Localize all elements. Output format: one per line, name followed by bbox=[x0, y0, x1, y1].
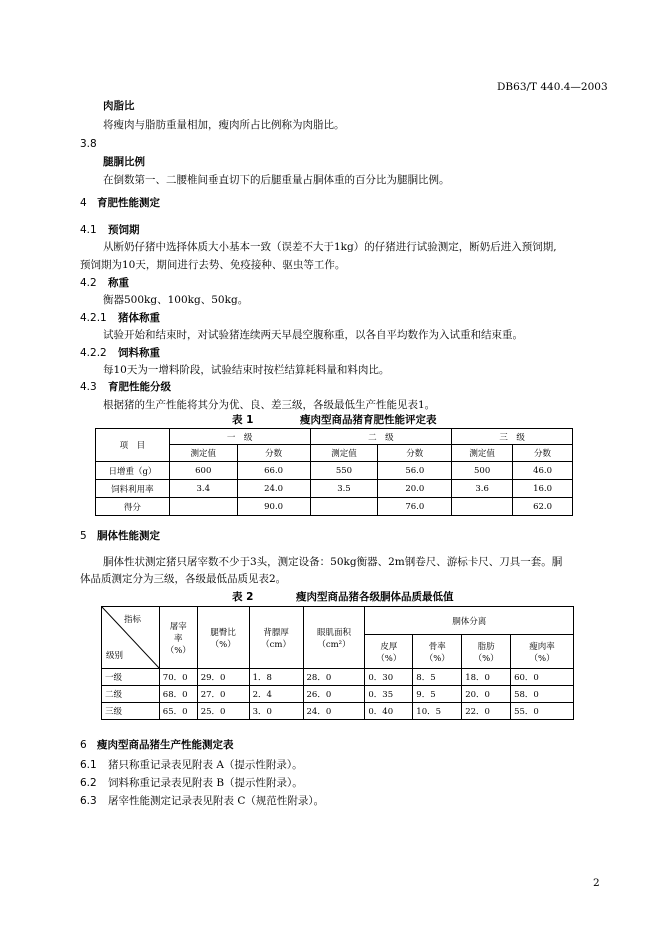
table2-cell: 0．30 bbox=[365, 669, 413, 686]
table2-row-label: 一级 bbox=[102, 669, 160, 686]
table2-diagonal-header bbox=[102, 607, 160, 669]
table2-cell: 68．0 bbox=[159, 686, 197, 703]
table2-cell: 1．8 bbox=[249, 669, 303, 686]
table2-sub-lean bbox=[511, 635, 574, 669]
s62-num: 6.2 bbox=[80, 777, 97, 789]
s42-num: 4.2 bbox=[80, 277, 97, 289]
table2-cell: 29．0 bbox=[197, 669, 249, 686]
table2-sub-unit: （%） bbox=[376, 653, 402, 664]
s4-title: 育肥性能测定 bbox=[97, 197, 160, 209]
table2-cell: 8．5 bbox=[413, 669, 462, 686]
s5-body-2: 体品质测定分为三级，各级最低品质见表2。 bbox=[80, 573, 287, 585]
table1-cell bbox=[310, 498, 378, 516]
table2-cell: 18．0 bbox=[462, 669, 511, 686]
page-number: 2 bbox=[593, 877, 600, 889]
table2-sub-bone bbox=[413, 635, 462, 669]
s421-num: 4.2.1 bbox=[80, 312, 107, 324]
table2-col-leg-line2: （%） bbox=[210, 639, 236, 650]
table1-sub-measured: 测定值 bbox=[452, 445, 513, 462]
s6-num: 6 bbox=[80, 739, 87, 751]
table1-total: 76.0 bbox=[378, 498, 452, 516]
table1-cell: 24.0 bbox=[237, 480, 310, 498]
table2-sub-unit: （%） bbox=[473, 653, 499, 664]
table2-cell: 58．0 bbox=[511, 686, 574, 703]
s422-title: 饲料称重 bbox=[118, 347, 160, 359]
table2-sub-name: 皮厚 bbox=[380, 641, 398, 652]
s422-body: 每10天为一增料阶段，试验结束时按栏结算耗料量和料肉比。 bbox=[103, 364, 390, 376]
s421-body: 试验开始和结束时，对试验猪连续两天早晨空腹称重，以各自平均数作为入试重和结束重。 bbox=[103, 329, 523, 341]
table1-cell: 16.0 bbox=[513, 480, 573, 498]
s5-num: 5 bbox=[80, 530, 87, 542]
standard-number: DB63/T 440.4—2003 bbox=[497, 81, 608, 93]
table1-cell: 66.0 bbox=[237, 462, 310, 480]
table1-grade-2: 二 级 bbox=[310, 429, 452, 445]
table1-cell bbox=[169, 498, 237, 516]
table1-total: 62.0 bbox=[513, 498, 573, 516]
s37-body: 将瘦肉与脂肪重量相加，瘦肉所占比例称为肉脂比。 bbox=[103, 119, 345, 131]
s422-num: 4.2.2 bbox=[80, 347, 107, 359]
table2-sub-skin bbox=[365, 635, 413, 669]
table2-sub-unit: （%） bbox=[529, 653, 555, 664]
table1-sub-measured: 测定值 bbox=[310, 445, 378, 462]
s41-body-2: 预饲期为10天，期间进行去势、免疫接种、驱虫等工作。 bbox=[80, 259, 346, 271]
s42-title: 称重 bbox=[108, 277, 129, 289]
table2-sub-name: 骨率 bbox=[428, 641, 446, 652]
s61-body: 猪只称重记录表见附表 A（提示性附录）。 bbox=[108, 759, 303, 771]
table2-cell: 20．0 bbox=[462, 686, 511, 703]
table2-col-dressing-line3: （%） bbox=[165, 645, 191, 656]
s42-body: 衡器500kg、100kg、50kg。 bbox=[103, 294, 249, 306]
s43-num: 4.3 bbox=[80, 381, 97, 393]
table2-cell: 27．0 bbox=[197, 686, 249, 703]
table1-row-label: 日增重（g） bbox=[96, 462, 170, 480]
table2-group-header: 胴体分离 bbox=[365, 607, 574, 635]
s43-body: 根据猪的生产性能将其分为优、良、差三级，各级最低生产性能见表1。 bbox=[103, 399, 436, 411]
s38-num: 3.8 bbox=[80, 138, 97, 150]
table2-col-backfat bbox=[249, 607, 303, 669]
table2-cell: 25．0 bbox=[197, 703, 249, 720]
table2-cell: 60．0 bbox=[511, 669, 574, 686]
table2-cell: 9．5 bbox=[413, 686, 462, 703]
table1-caption-number: 表 1 bbox=[232, 414, 254, 426]
s62-body: 饲料称重记录表见附表 B（提示性附录）。 bbox=[108, 777, 303, 789]
table2-col-leg-line1: 腿臀比 bbox=[210, 627, 236, 638]
table2-row-label: 三级 bbox=[102, 703, 160, 720]
table1-sub-measured: 测定值 bbox=[169, 445, 237, 462]
table1-cell: 3.6 bbox=[452, 480, 513, 498]
table1-cell: 3.4 bbox=[169, 480, 237, 498]
s38-title: 腿胴比例 bbox=[103, 156, 145, 168]
table2-sub-name: 脂肪 bbox=[477, 641, 495, 652]
table2-col-dressing-line1: 屠宰 bbox=[169, 621, 187, 632]
table2-cell: 28．0 bbox=[303, 669, 365, 686]
s61-num: 6.1 bbox=[80, 759, 97, 771]
table2-caption-number: 表 2 bbox=[232, 591, 254, 603]
table2-cell: 24．0 bbox=[303, 703, 365, 720]
table1-cell: 20.0 bbox=[378, 480, 452, 498]
s41-num: 4.1 bbox=[80, 224, 97, 236]
table1-cell bbox=[452, 498, 513, 516]
table1-cell: 46.0 bbox=[513, 462, 573, 480]
table1-cell: 3.5 bbox=[310, 480, 378, 498]
s43-title: 育肥性能分级 bbox=[108, 381, 171, 393]
table2-col-leg bbox=[197, 607, 249, 669]
table1-sub-score: 分数 bbox=[378, 445, 452, 462]
table2-cell: 55．0 bbox=[511, 703, 574, 720]
s37-title: 肉脂比 bbox=[103, 100, 135, 112]
s6-title: 瘦肉型商品猪生产性能测定表 bbox=[97, 739, 234, 751]
s41-title: 预饲期 bbox=[108, 224, 140, 236]
table2-sub-unit: （%） bbox=[424, 653, 450, 664]
table2-sub-name: 瘦肉率 bbox=[529, 641, 555, 652]
table2-cell: 2．4 bbox=[249, 686, 303, 703]
table2-caption: 瘦肉型商品猪各级胴体品质最低值 bbox=[296, 591, 454, 603]
table2-col-eye-line2: （cm²） bbox=[317, 639, 351, 650]
s5-title: 胴体性能测定 bbox=[97, 530, 160, 542]
table1-cell: 600 bbox=[169, 462, 237, 480]
table2-cell: 65．0 bbox=[159, 703, 197, 720]
table1-cell: 500 bbox=[452, 462, 513, 480]
table-2 bbox=[101, 606, 574, 720]
table1-caption: 瘦肉型商品猪育肥性能评定表 bbox=[300, 414, 437, 426]
table2-diag-bottom: 级别 bbox=[106, 651, 124, 661]
table2-col-dressing-line2: 率 bbox=[174, 633, 183, 644]
table2-col-eye bbox=[303, 607, 365, 669]
table1-sub-score: 分数 bbox=[237, 445, 310, 462]
s63-body: 屠宰性能测定记录表见附表 C（规范性附录）。 bbox=[108, 795, 325, 807]
table2-diag-top: 指标 bbox=[124, 615, 142, 625]
s4-num: 4 bbox=[80, 197, 87, 209]
table2-cell: 22．0 bbox=[462, 703, 511, 720]
table2-col-backfat-line1: 背膘厚 bbox=[263, 627, 289, 638]
table1-grade-3: 三 级 bbox=[452, 429, 573, 445]
table2-col-eye-line1: 眼肌面积 bbox=[316, 627, 351, 638]
s38-body: 在倒数第一、二腰椎间垂直切下的后腿重量占胴体重的百分比为腿胴比例。 bbox=[103, 174, 450, 186]
table1-item-header: 项 目 bbox=[96, 429, 170, 462]
s63-num: 6.3 bbox=[80, 795, 97, 807]
table2-col-backfat-line2: （cm） bbox=[261, 639, 291, 650]
table2-col-dressing bbox=[159, 607, 197, 669]
s41-body-1: 从断奶仔猪中选择体质大小基本一致（误差不大于1kg）的仔猪进行试验测定，断奶后进入预饲期, bbox=[103, 241, 557, 253]
table1-cell: 550 bbox=[310, 462, 378, 480]
table1-total: 90.0 bbox=[237, 498, 310, 516]
table2-row-label: 二级 bbox=[102, 686, 160, 703]
table2-cell: 10．5 bbox=[413, 703, 462, 720]
table1-grade-1: 一 级 bbox=[169, 429, 310, 445]
table2-sub-fat bbox=[462, 635, 511, 669]
table2-cell: 26．0 bbox=[303, 686, 365, 703]
table1-row-label: 饲料利用率 bbox=[96, 480, 170, 498]
table2-cell: 3．0 bbox=[249, 703, 303, 720]
s421-title: 猪体称重 bbox=[118, 312, 160, 324]
table1-cell: 56.0 bbox=[378, 462, 452, 480]
table2-cell: 0．35 bbox=[365, 686, 413, 703]
table-1 bbox=[95, 428, 573, 516]
table2-cell: 0．40 bbox=[365, 703, 413, 720]
table2-cell: 70．0 bbox=[159, 669, 197, 686]
table1-total-label: 得分 bbox=[96, 498, 170, 516]
s5-body-1: 胴体性状测定猪只屠宰数不少于3头，测定设备：50kg衡器、2m钢卷尺、游标卡尺、刀具一套。胴 bbox=[103, 556, 563, 568]
table1-sub-score: 分数 bbox=[513, 445, 573, 462]
